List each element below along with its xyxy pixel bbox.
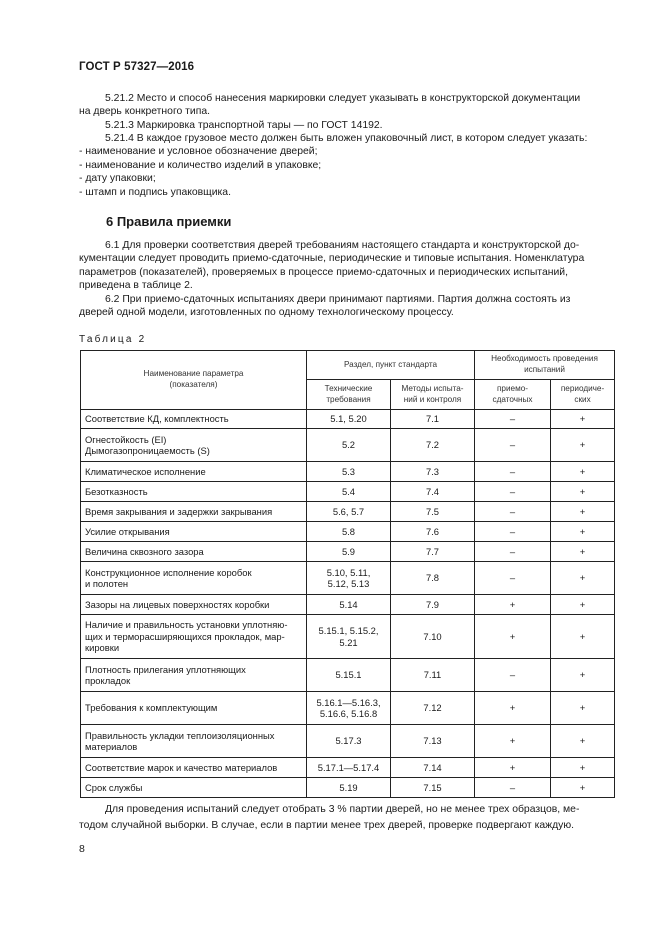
table-row — [81, 410, 615, 429]
table-row — [81, 725, 615, 758]
row-periodic: + — [551, 562, 615, 595]
row-method: 7.14 — [391, 758, 475, 778]
row-periodic: + — [551, 462, 615, 482]
row-periodic: + — [551, 502, 615, 522]
row-periodic: + — [551, 482, 615, 502]
row-method: 7.2 — [391, 429, 475, 462]
paragraph-6-1 — [79, 239, 615, 293]
row-acceptance: – — [475, 778, 551, 798]
header-parameter: Наименование параметра (показателя) — [81, 351, 307, 410]
row-name: Зазоры на лицевых поверхностях коробки — [81, 595, 307, 615]
document-code: ГОСТ Р 57327—2016 — [79, 61, 195, 73]
table-row — [81, 562, 615, 595]
row-tech-req: 5.6, 5.7 — [307, 502, 391, 522]
row-tech-req: 5.10, 5.11, 5.12, 5.13 — [307, 562, 391, 595]
list-item: - наименование и условное обозначение дверей; — [79, 146, 318, 158]
row-method: 7.13 — [391, 725, 475, 758]
paragraph-5-21-3 — [79, 119, 615, 132]
row-acceptance: + — [475, 758, 551, 778]
row-name: Величина сквозного зазора — [81, 542, 307, 562]
text-line: кументации следует проводить приемо-сдаточные, периодические и типовые испытания. Номенклатура — [79, 253, 585, 265]
paragraph-6-2 — [79, 293, 615, 320]
row-periodic: + — [551, 758, 615, 778]
row-name: Климатическое исполнение — [81, 462, 307, 482]
row-name: Наличие и правильность установки уплотняю- щих и терморасширяющихся прокладок, мар- кировки — [81, 615, 307, 659]
table-row — [81, 778, 615, 798]
header-section: Раздел, пункт стандарта — [307, 351, 475, 380]
row-periodic: + — [551, 725, 615, 758]
row-periodic: + — [551, 595, 615, 615]
row-tech-req: 5.8 — [307, 522, 391, 542]
row-tech-req: 5.2 — [307, 429, 391, 462]
row-tech-req: 5.17.3 — [307, 725, 391, 758]
row-method: 7.10 — [391, 615, 475, 659]
row-periodic: + — [551, 429, 615, 462]
row-acceptance: + — [475, 615, 551, 659]
row-periodic: + — [551, 522, 615, 542]
text-line: приведена в таблице 2. — [79, 280, 193, 292]
header-tech-requirements: Технические требования — [307, 380, 391, 410]
row-acceptance: + — [475, 725, 551, 758]
row-periodic: + — [551, 542, 615, 562]
list-item: - дату упаковки; — [79, 173, 156, 185]
row-tech-req: 5.14 — [307, 595, 391, 615]
row-name: Соответствие марок и качество материалов — [81, 758, 307, 778]
table-row — [81, 758, 615, 778]
row-method: 7.9 — [391, 595, 475, 615]
acceptance-table — [80, 350, 615, 798]
row-periodic: + — [551, 615, 615, 659]
text-line: 5.21.3 Маркировка транспортной тары — по ГОСТ 14192. — [105, 120, 383, 131]
row-method: 7.3 — [391, 462, 475, 482]
row-tech-req: 5.3 — [307, 462, 391, 482]
row-method: 7.4 — [391, 482, 475, 502]
table-row — [81, 542, 615, 562]
table-row — [81, 502, 615, 522]
row-method: 7.12 — [391, 692, 475, 725]
list-item: - штамп и подпись упаковщика. — [79, 186, 231, 198]
row-name: Время закрывания и задержки закрывания — [81, 502, 307, 522]
row-name: Безотказность — [81, 482, 307, 502]
row-tech-req: 5.17.1—5.17.4 — [307, 758, 391, 778]
header-periodic: периодиче- ских — [551, 380, 615, 410]
row-acceptance: – — [475, 482, 551, 502]
row-method: 7.1 — [391, 410, 475, 429]
table-row — [81, 659, 615, 692]
text-line: на дверь конкретного типа. — [79, 106, 211, 118]
row-acceptance: – — [475, 462, 551, 482]
row-name: Огнестойкость (EI) Дымогазопроницаемость (S) — [81, 429, 307, 462]
row-acceptance: – — [475, 429, 551, 462]
row-name: Плотность прилегания уплотняющих прокладок — [81, 659, 307, 692]
row-acceptance: + — [475, 595, 551, 615]
table-row — [81, 482, 615, 502]
row-periodic: + — [551, 692, 615, 725]
row-tech-req: 5.9 — [307, 542, 391, 562]
row-name: Срок службы — [81, 778, 307, 798]
row-acceptance: – — [475, 542, 551, 562]
text-line: 6.1 Для проверки соответствия дверей требованиям настоящего стандарта и конструкторской до- — [105, 240, 580, 251]
row-acceptance: – — [475, 410, 551, 429]
row-method: 7.7 — [391, 542, 475, 562]
row-tech-req: 5.16.1—5.16.3, 5.16.6, 5.16.8 — [307, 692, 391, 725]
table-row — [81, 692, 615, 725]
row-acceptance: + — [475, 692, 551, 725]
text-line: 5.21.4 В каждое грузовое место должен быть вложен упаковочный лист, в котором следует указать: — [105, 133, 588, 144]
row-periodic: + — [551, 410, 615, 429]
text-line: 6.2 При приемо-сдаточных испытаниях двери принимают партиями. Партия должна состоять из — [105, 294, 571, 305]
paragraph-5-21-2 — [79, 92, 615, 119]
row-periodic: + — [551, 659, 615, 692]
text-line: параметров (показателей), проверяемых в процессе приемо-сдаточных и периодических испытаний, — [79, 266, 568, 278]
row-tech-req: 5.4 — [307, 482, 391, 502]
row-periodic: + — [551, 778, 615, 798]
row-method: 7.11 — [391, 659, 475, 692]
text-line: Для проведения испытаний следует отобрать 3 % партии дверей, но не менее трех образцов, ме- — [105, 804, 580, 815]
page-number: 8 — [79, 843, 85, 855]
section-title: 6 Правила приемки — [106, 214, 232, 229]
table-row — [81, 462, 615, 482]
row-name: Усилие открывания — [81, 522, 307, 542]
row-method: 7.5 — [391, 502, 475, 522]
row-name: Конструкционное исполнение коробок и полотен — [81, 562, 307, 595]
table-row — [81, 429, 615, 462]
row-method: 7.15 — [391, 778, 475, 798]
paragraph-5-21-4 — [79, 132, 615, 199]
row-tech-req: 5.15.1 — [307, 659, 391, 692]
row-name: Требования к комплектующим — [81, 692, 307, 725]
list-item: - наименование и количество изделий в упаковке; — [79, 159, 322, 171]
row-name: Правильность укладки теплоизоляционных материалов — [81, 725, 307, 758]
row-tech-req: 5.19 — [307, 778, 391, 798]
text-line: 5.21.2 Место и способ нанесения маркировки следует указывать в конструкторской документации — [105, 93, 581, 104]
row-acceptance: – — [475, 562, 551, 595]
text-line: дверей одной модели, изготовленных по одному технологическому процессу. — [79, 307, 454, 319]
row-method: 7.8 — [391, 562, 475, 595]
row-acceptance: – — [475, 659, 551, 692]
header-test-methods: Методы испыта- ний и контроля — [391, 380, 475, 410]
closing-paragraph — [79, 802, 615, 833]
table-caption: Таблица 2 — [79, 334, 147, 345]
row-name: Соответствие КД, комплектность — [81, 410, 307, 429]
table-row — [81, 522, 615, 542]
row-acceptance: – — [475, 502, 551, 522]
row-acceptance: – — [475, 522, 551, 542]
row-method: 7.6 — [391, 522, 475, 542]
header-necessity: Необходимость проведения испытаний — [475, 351, 615, 380]
table-row — [81, 615, 615, 659]
text-line: тодом случайной выборки. В случае, если в партии менее трех дверей, проверке подвергают каждую. — [79, 819, 575, 831]
header-acceptance: приемо- сдаточных — [475, 380, 551, 410]
table-row — [81, 595, 615, 615]
row-tech-req: 5.1, 5.20 — [307, 410, 391, 429]
row-tech-req: 5.15.1, 5.15.2, 5.21 — [307, 615, 391, 659]
